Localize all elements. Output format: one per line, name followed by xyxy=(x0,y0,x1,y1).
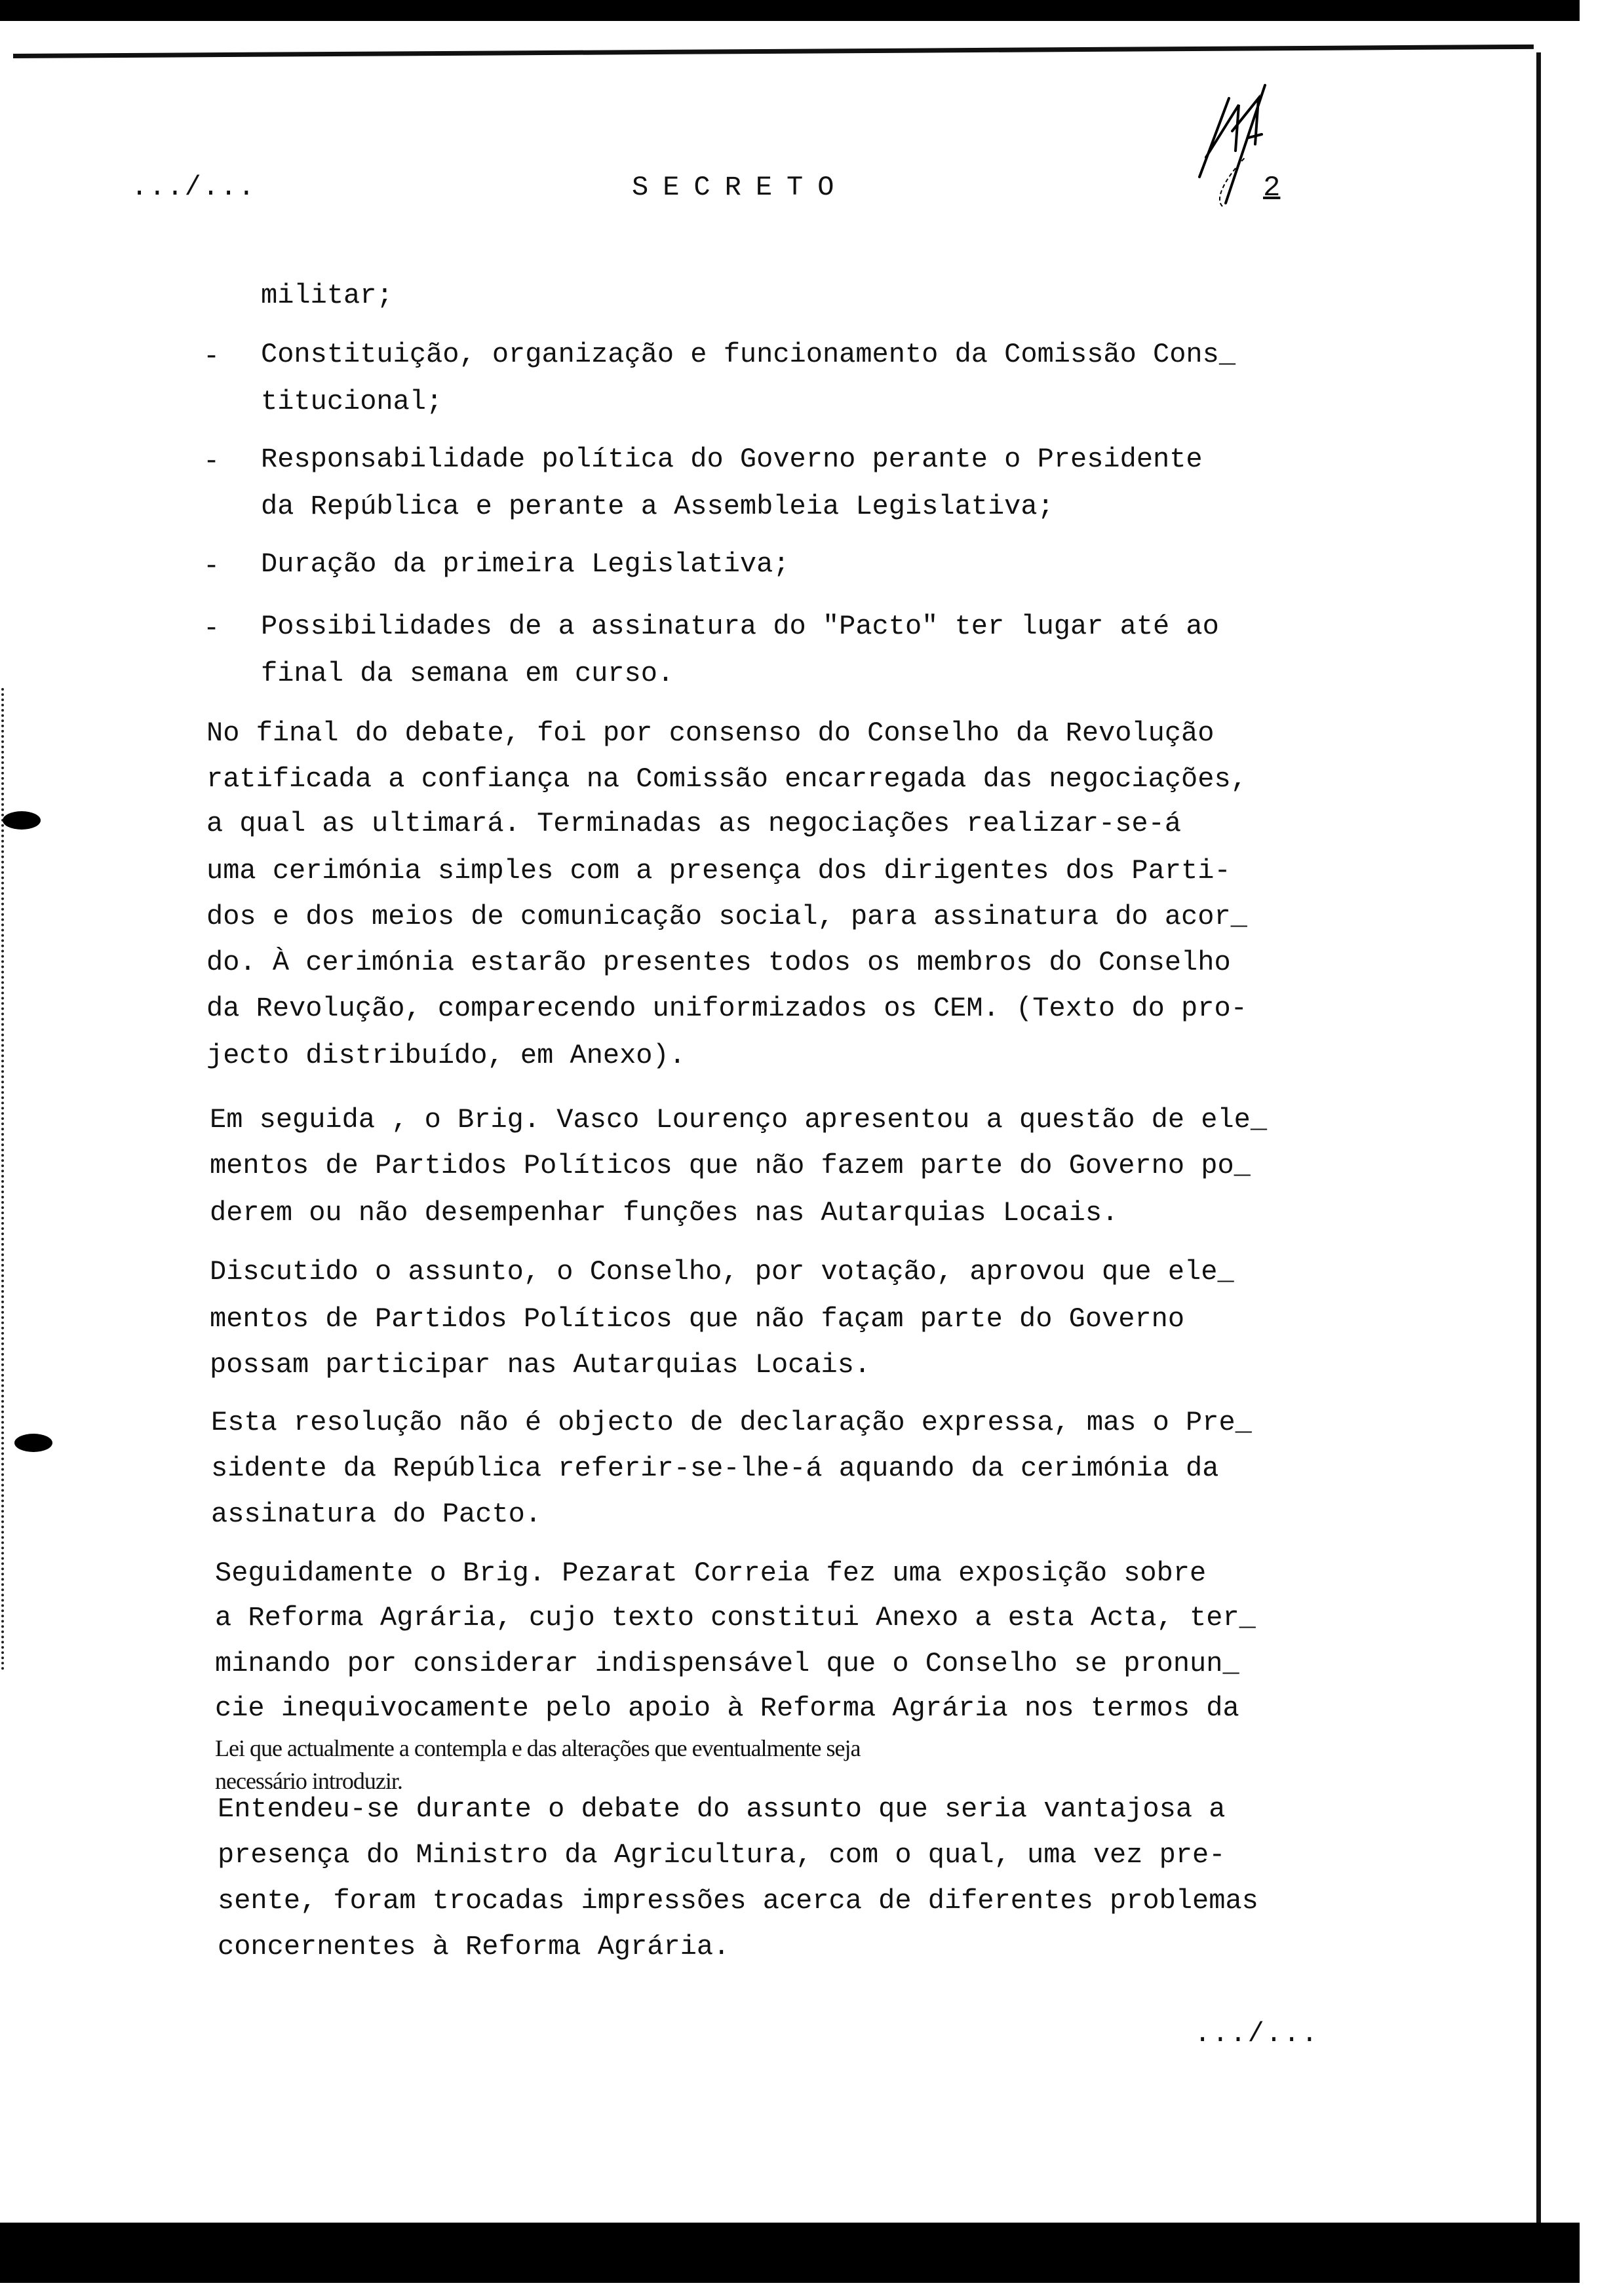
list-item-line: militar; xyxy=(261,280,393,311)
paragraph-line: concernentes à Reforma Agrária. xyxy=(218,1931,730,1962)
paragraph-line: Em seguida , o Brig. Vasco Lourenço apresentou a questão de ele_ xyxy=(210,1104,1268,1136)
paragraph-line: minando por considerar indispensável que o Conselho se pronun_ xyxy=(215,1648,1239,1679)
paragraph-line: ratificada a confiança na Comissão encarregada das negociações, xyxy=(206,763,1247,795)
paragraph-line: sente, foram trocadas impressões acerca de diferentes problemas xyxy=(218,1885,1258,1917)
paragraph-line: do. À cerimónia estarão presentes todos os membros do Conselho xyxy=(206,947,1231,978)
paragraph-line: assinatura do Pacto. xyxy=(211,1499,542,1530)
paragraph-line: cie inequivocamente pelo apoio à Reforma Agrária nos termos da xyxy=(215,1693,1239,1724)
paragraph-line: No final do debate, foi por consenso do Conselho da Revolução xyxy=(206,718,1215,749)
continuation-mark-top: .../... xyxy=(131,172,256,203)
paragraph-line: Lei que actualmente a contempla e das alterações que eventualmente seja xyxy=(215,1735,861,1761)
list-item-line: Possibilidades de a assinatura do "Pacto" ter lugar até ao xyxy=(261,611,1219,642)
paragraph-line: Seguidamente o Brig. Pezarat Correia fez uma exposição sobre xyxy=(215,1558,1207,1589)
paragraph-line: uma cerimónia simples com a presença dos dirigentes dos Parti- xyxy=(206,855,1231,887)
bullet-dash: - xyxy=(203,550,220,582)
classification-label: SECRETO xyxy=(632,172,849,203)
paragraph-line: dos e dos meios de comunicação social, para assinatura do acor_ xyxy=(206,901,1247,932)
list-item-line: Duração da primeira Legislativa; xyxy=(261,548,790,580)
page-number: 2 xyxy=(1263,172,1281,204)
punch-hole xyxy=(14,1434,52,1452)
scan-border-bottom xyxy=(0,2223,1580,2283)
paragraph-line: presença do Ministro da Agricultura, com o qual, uma vez pre- xyxy=(218,1839,1226,1871)
bullet-dash: - xyxy=(203,613,220,644)
list-item-line: Responsabilidade política do Governo perante o Presidente xyxy=(261,444,1203,475)
paragraph-line: derem ou não desempenhar funções nas Autarquias Locais. xyxy=(210,1197,1119,1229)
paragraph-line: sidente da República referir-se-lhe-á aquando da cerimónia da xyxy=(211,1453,1219,1484)
paragraph-line: possam participar nas Autarquias Locais. xyxy=(210,1349,871,1381)
paragraph-line: Discutido o assunto, o Conselho, por votação, aprovou que ele_ xyxy=(210,1256,1234,1288)
punch-hole xyxy=(3,811,41,830)
scan-rule-top xyxy=(13,45,1534,58)
list-item-line: Constituição, organização e funcionamento da Comissão Cons_ xyxy=(261,339,1236,370)
paragraph-line: jecto distribuído, em Anexo). xyxy=(206,1040,686,1071)
scan-border-top xyxy=(0,0,1580,21)
list-item-line: da República e perante a Assembleia Legislativa; xyxy=(261,491,1054,522)
paragraph-line: Esta resolução não é objecto de declaração expressa, mas o Pre_ xyxy=(211,1407,1252,1438)
paragraph-line: necessário introduzir. xyxy=(215,1768,402,1794)
continuation-mark-bottom: .../... xyxy=(1194,2018,1319,2050)
list-item-line: final da semana em curso. xyxy=(261,658,674,689)
paragraph-line: a Reforma Agrária, cujo texto constitui Anexo a esta Acta, ter_ xyxy=(215,1602,1256,1634)
scan-rule-right xyxy=(1536,52,1541,2241)
paragraph-line: Entendeu-se durante o debate do assunto que seria vantajosa a xyxy=(218,1793,1226,1825)
paragraph-line: mentos de Partidos Políticos que não fazem parte do Governo po_ xyxy=(210,1150,1251,1181)
paragraph-line: a qual as ultimará. Terminadas as negociações realizar-se-á xyxy=(206,808,1182,839)
bullet-dash: - xyxy=(203,341,220,372)
page-header xyxy=(131,172,1344,211)
list-item-line: titucional; xyxy=(261,386,443,417)
paragraph-line: da Revolução, comparecendo uniformizados os CEM. (Texto do pro- xyxy=(206,993,1247,1024)
bullet-dash: - xyxy=(203,446,220,477)
page-left-edge xyxy=(1,688,7,1671)
paragraph-line: mentos de Partidos Políticos que não façam parte do Governo xyxy=(210,1303,1185,1335)
initials-signature xyxy=(1186,79,1298,210)
